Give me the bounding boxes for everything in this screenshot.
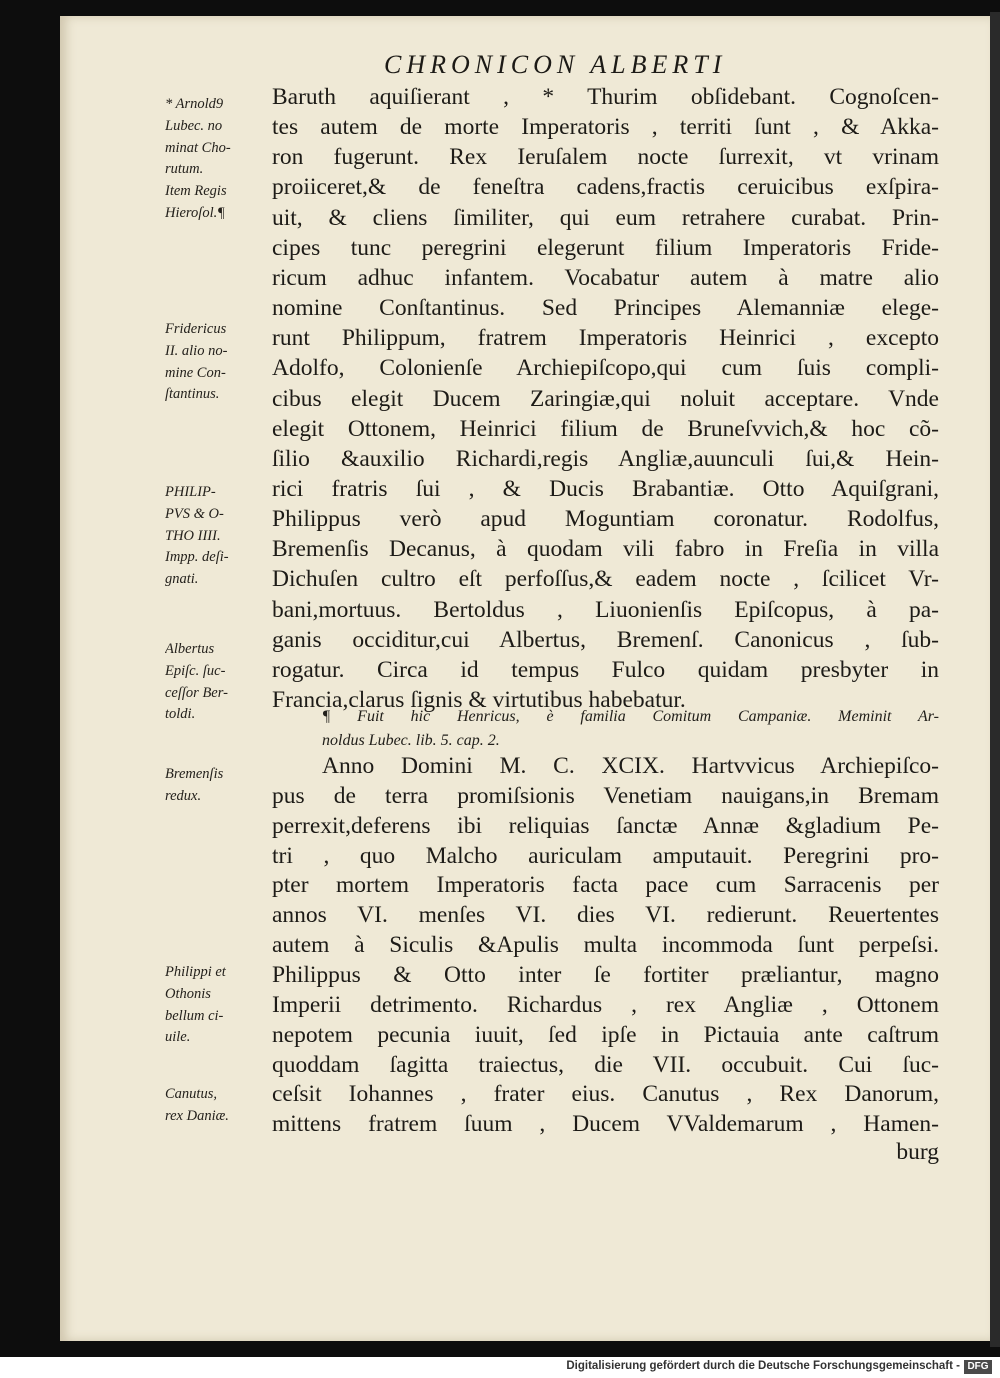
- body-line: mittens fratrem ſuum , Ducem VValdemarum , Hamen-: [272, 1111, 939, 1138]
- catchword: burg: [896, 1139, 939, 1165]
- body-line: ricum adhuc infantem. Vocabatur autem à matre alio: [272, 264, 939, 291]
- page-edge: [990, 12, 1000, 1347]
- body-line: annos VI. menſes VI. dies VI. redierunt. Reuertentes: [272, 902, 939, 929]
- margin-note: Lubec. no: [165, 117, 223, 134]
- body-line: runt Philippum, fratrem Imperatoris Heinrici , excepto: [272, 325, 939, 352]
- margin-note: Othonis: [165, 985, 211, 1002]
- body-line: ron fugerunt. Rex Ieruſalem nocte ſurrexit, vt vrinam: [272, 144, 939, 171]
- margin-note: gnati.: [165, 571, 199, 588]
- running-head: CHRONICON ALBERTI: [384, 50, 727, 79]
- margin-note: ceſſor Ber-: [165, 684, 228, 701]
- margin-note: mine Con-: [165, 364, 226, 381]
- body-line: tri , quo Malcho auriculam amputauit. Peregrini pro-: [272, 842, 939, 869]
- margin-note: Fridericus: [165, 321, 227, 337]
- body-line: cipes tunc peregrini elegerunt filium Imperatoris Fride-: [272, 234, 939, 261]
- body-line: Baruth aquiſierant , * Thurim obſidebant. Cognoſcen-: [272, 84, 939, 110]
- body-line: Anno Domini M. C. XCIX. Hartvvicus Archiepiſco-: [322, 753, 939, 779]
- margin-note: Hieroſol.¶: [165, 205, 225, 221]
- body-line: bani,mortuus. Bertoldus , Liuonienſis Epiſcopus, à pa-: [272, 596, 939, 623]
- body-line: tes autem de morte Imperatoris , territi ſunt , & Akka-: [272, 114, 939, 141]
- margin-note: THO IIII.: [165, 527, 221, 544]
- body-line: ceſsit Iohannes , frater eius. Canutus , Rex Danorum,: [272, 1081, 939, 1108]
- body-line: nepotem pecunia iuuit, ſed ipſe in Pictauia ante caſtrum: [272, 1021, 939, 1048]
- margin-note: PVS & O-: [165, 505, 224, 522]
- margin-note: Epiſc. ſuc-: [165, 662, 226, 679]
- body-line: Imperii detrimento. Richardus , rex Angliæ , Ottonem: [272, 991, 939, 1018]
- margin-note: Impp. deſi-: [165, 549, 229, 566]
- margin-note: PHILIP-: [165, 484, 216, 500]
- margin-note: Bremenſis: [165, 766, 224, 782]
- body-line: cibus elegit Ducem Zaringiæ,qui noluit acceptare. Vnde: [272, 385, 939, 412]
- body-line: Adolfo, Colonienſe Archiepiſcopo,qui cum ſuis compli-: [272, 355, 939, 382]
- margin-note: Canutus,: [165, 1086, 217, 1102]
- body-line: uit, & cliens ſimiliter, qui eum retrahere curabat. Prin-: [272, 204, 939, 231]
- body-line: pus de terra promiſsionis Venetiam nauigans,in Bremam: [272, 782, 939, 809]
- body-line: quoddam ſagitta traiectus, die VII. occubuit. Cui ſuc-: [272, 1051, 939, 1078]
- margin-note: Item Regis: [165, 183, 227, 200]
- body-line: elegit Ottonem, Heinrici filium de Bruneſvvich,& hoc cõ-: [272, 415, 939, 442]
- margin-note: uile.: [165, 1029, 191, 1046]
- body-line: rogatur. Circa id tempus Fulco quidam presbyter in: [272, 656, 939, 683]
- body-line: pter mortem Imperatoris facta pace cum Sarracenis per: [272, 872, 939, 899]
- footer-bar: [0, 1357, 1000, 1378]
- margin-note: rutum.: [165, 161, 204, 178]
- footnote-line: ¶ Fuit hic Henricus, è familia Comitum Campaniæ. Meminit Ar-: [322, 708, 939, 725]
- body-line: perrexit,deferens ibi reliquias ſanctæ Annæ &gladium Pe-: [272, 812, 939, 839]
- margin-note: rex Daniæ.: [165, 1107, 229, 1124]
- body-line: Philippus & Otto inter ſe fortiter præliantur, magno: [272, 961, 939, 988]
- margin-note: ſtantinus.: [165, 386, 220, 403]
- body-line: ganis occiditur,cui Albertus, Bremenſ. Canonicus , ſub-: [272, 626, 939, 653]
- footer-credit: Digitalisierung gefördert durch die Deutsche Forschungsgemeinschaft -: [566, 1360, 960, 1372]
- margin-note: II. alio no-: [165, 342, 228, 359]
- body-line: rici fratris ſui , & Ducis Brabantiæ. Otto Aquiſgrani,: [272, 475, 939, 502]
- body-line: Dichuſen cultro eſt perfoſſus,& eadem nocte , ſcilicet Vr-: [272, 566, 939, 593]
- margin-note: * Arnold9: [165, 96, 224, 112]
- dfg-logo-icon: DFG: [964, 1360, 992, 1374]
- body-line: Francia,clarus ſignis & virtutibus habebatur.: [272, 687, 686, 713]
- body-line: proiiceret,& de feneſtra cadens,fractis ceruicibus exſpira-: [272, 174, 939, 201]
- body-line: ſilio &auxilio Richardi,regis Angliæ,auunculi ſui,& Hein-: [272, 445, 939, 472]
- body-line: Philippus verò apud Moguntiam coronatur. Rodolfus,: [272, 506, 939, 533]
- footnote-line: noldus Lubec. lib. 5. cap. 2.: [322, 732, 500, 749]
- margin-note: minat Cho-: [165, 139, 231, 156]
- margin-note: Philippi et: [165, 964, 226, 980]
- body-line: nomine Conſtantinus. Sed Principes Alemanniæ elege-: [272, 295, 939, 322]
- margin-note: Albertus: [165, 641, 215, 657]
- body-line: Bremenſis Decanus, à quodam vili fabro in Freſia in villa: [272, 536, 939, 563]
- body-line: autem à Siculis &Apulis multa incommoda ſunt perpeſsi.: [272, 932, 939, 959]
- margin-note: bellum ci-: [165, 1007, 224, 1024]
- margin-note: redux.: [165, 787, 202, 804]
- margin-note: toldi.: [165, 706, 196, 723]
